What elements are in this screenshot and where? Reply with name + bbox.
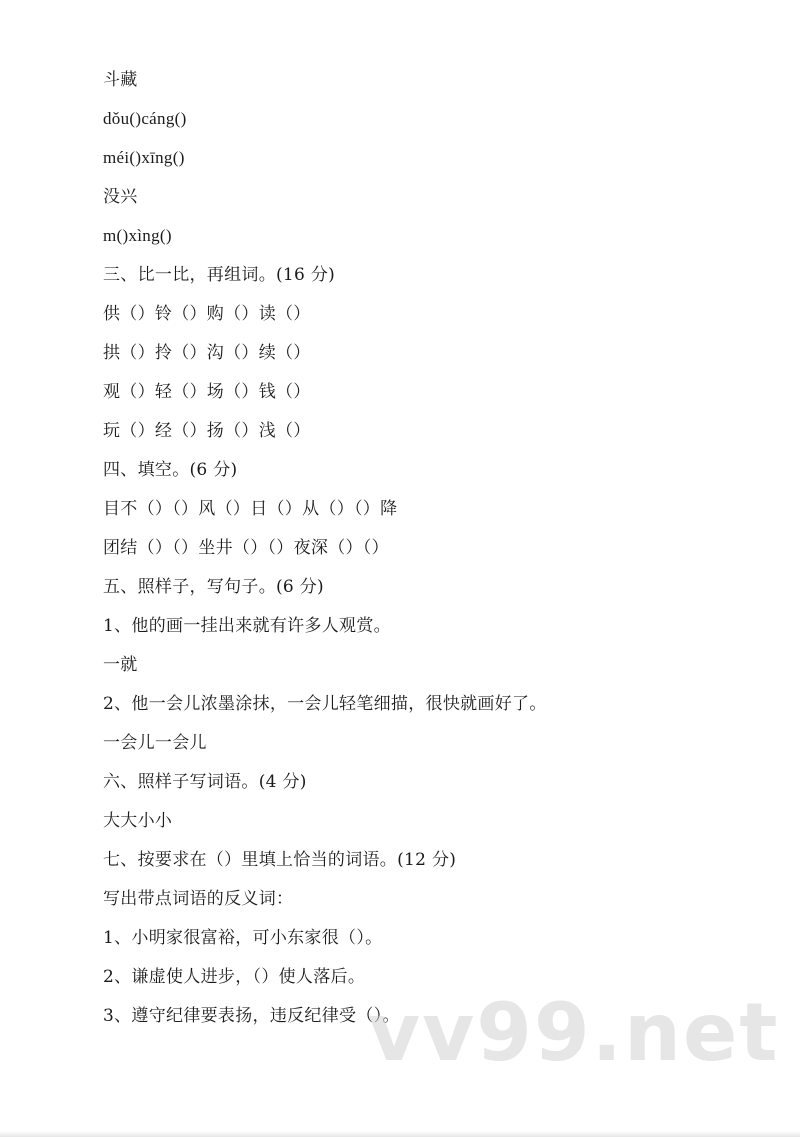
section-heading-5: 五、照样子，写句子。(6 分): [103, 577, 324, 597]
doc-line-13: 团结（）（）坐井（）（）夜深（）（）: [103, 538, 389, 558]
doc-line-4: 没兴: [103, 187, 138, 207]
doc-line-5: m()xìng(): [103, 226, 172, 245]
doc-line-23: 1、小明家很富裕，可小东家很（）。: [103, 928, 383, 948]
doc-line-3: méi()xīng(): [103, 148, 185, 167]
page-bottom-edge: [0, 1131, 800, 1137]
doc-line-20: 大大小小: [103, 811, 173, 831]
doc-line-8: 拱（）拎（）沟（）续（）: [103, 343, 311, 363]
section-heading-4: 四、填空。(6 分): [103, 460, 238, 480]
doc-line-16: 一就: [103, 655, 138, 675]
doc-line-22: 写出带点词语的反义词：: [103, 889, 294, 909]
section-heading-6: 六、照样子写词语。(4 分): [103, 772, 307, 792]
doc-line-25: 3、遵守纪律要表扬，违反纪律受（）。: [103, 1006, 400, 1026]
doc-line-12: 目不（）（）风（）日（）从（）（）降: [103, 499, 398, 519]
doc-line-7: 供（）铃（）购（）读（）: [103, 304, 311, 324]
doc-line-2: dǒu()cáng(): [103, 109, 187, 128]
doc-line-24: 2、谦虚使人进步，（）使人落后。: [103, 967, 366, 987]
doc-line-9: 观（）轻（）场（）钱（）: [103, 382, 311, 402]
section-heading-3: 三、比一比，再组词。(16 分): [103, 265, 336, 285]
doc-line-17: 2、他一会儿浓墨涂抹，一会儿轻笔细描，很快就画好了。: [103, 694, 547, 714]
doc-line-10: 玩（）经（）扬（）浅（）: [103, 421, 311, 441]
doc-line-18: 一会儿一会儿: [103, 733, 207, 753]
watermark: vv99.net: [368, 986, 780, 1079]
doc-line-15: 1、他的画一挂出来就有许多人观赏。: [103, 616, 391, 636]
doc-line-1: 斗藏: [103, 70, 138, 90]
section-heading-7: 七、按要求在（）里填上恰当的词语。(12 分): [103, 850, 457, 870]
